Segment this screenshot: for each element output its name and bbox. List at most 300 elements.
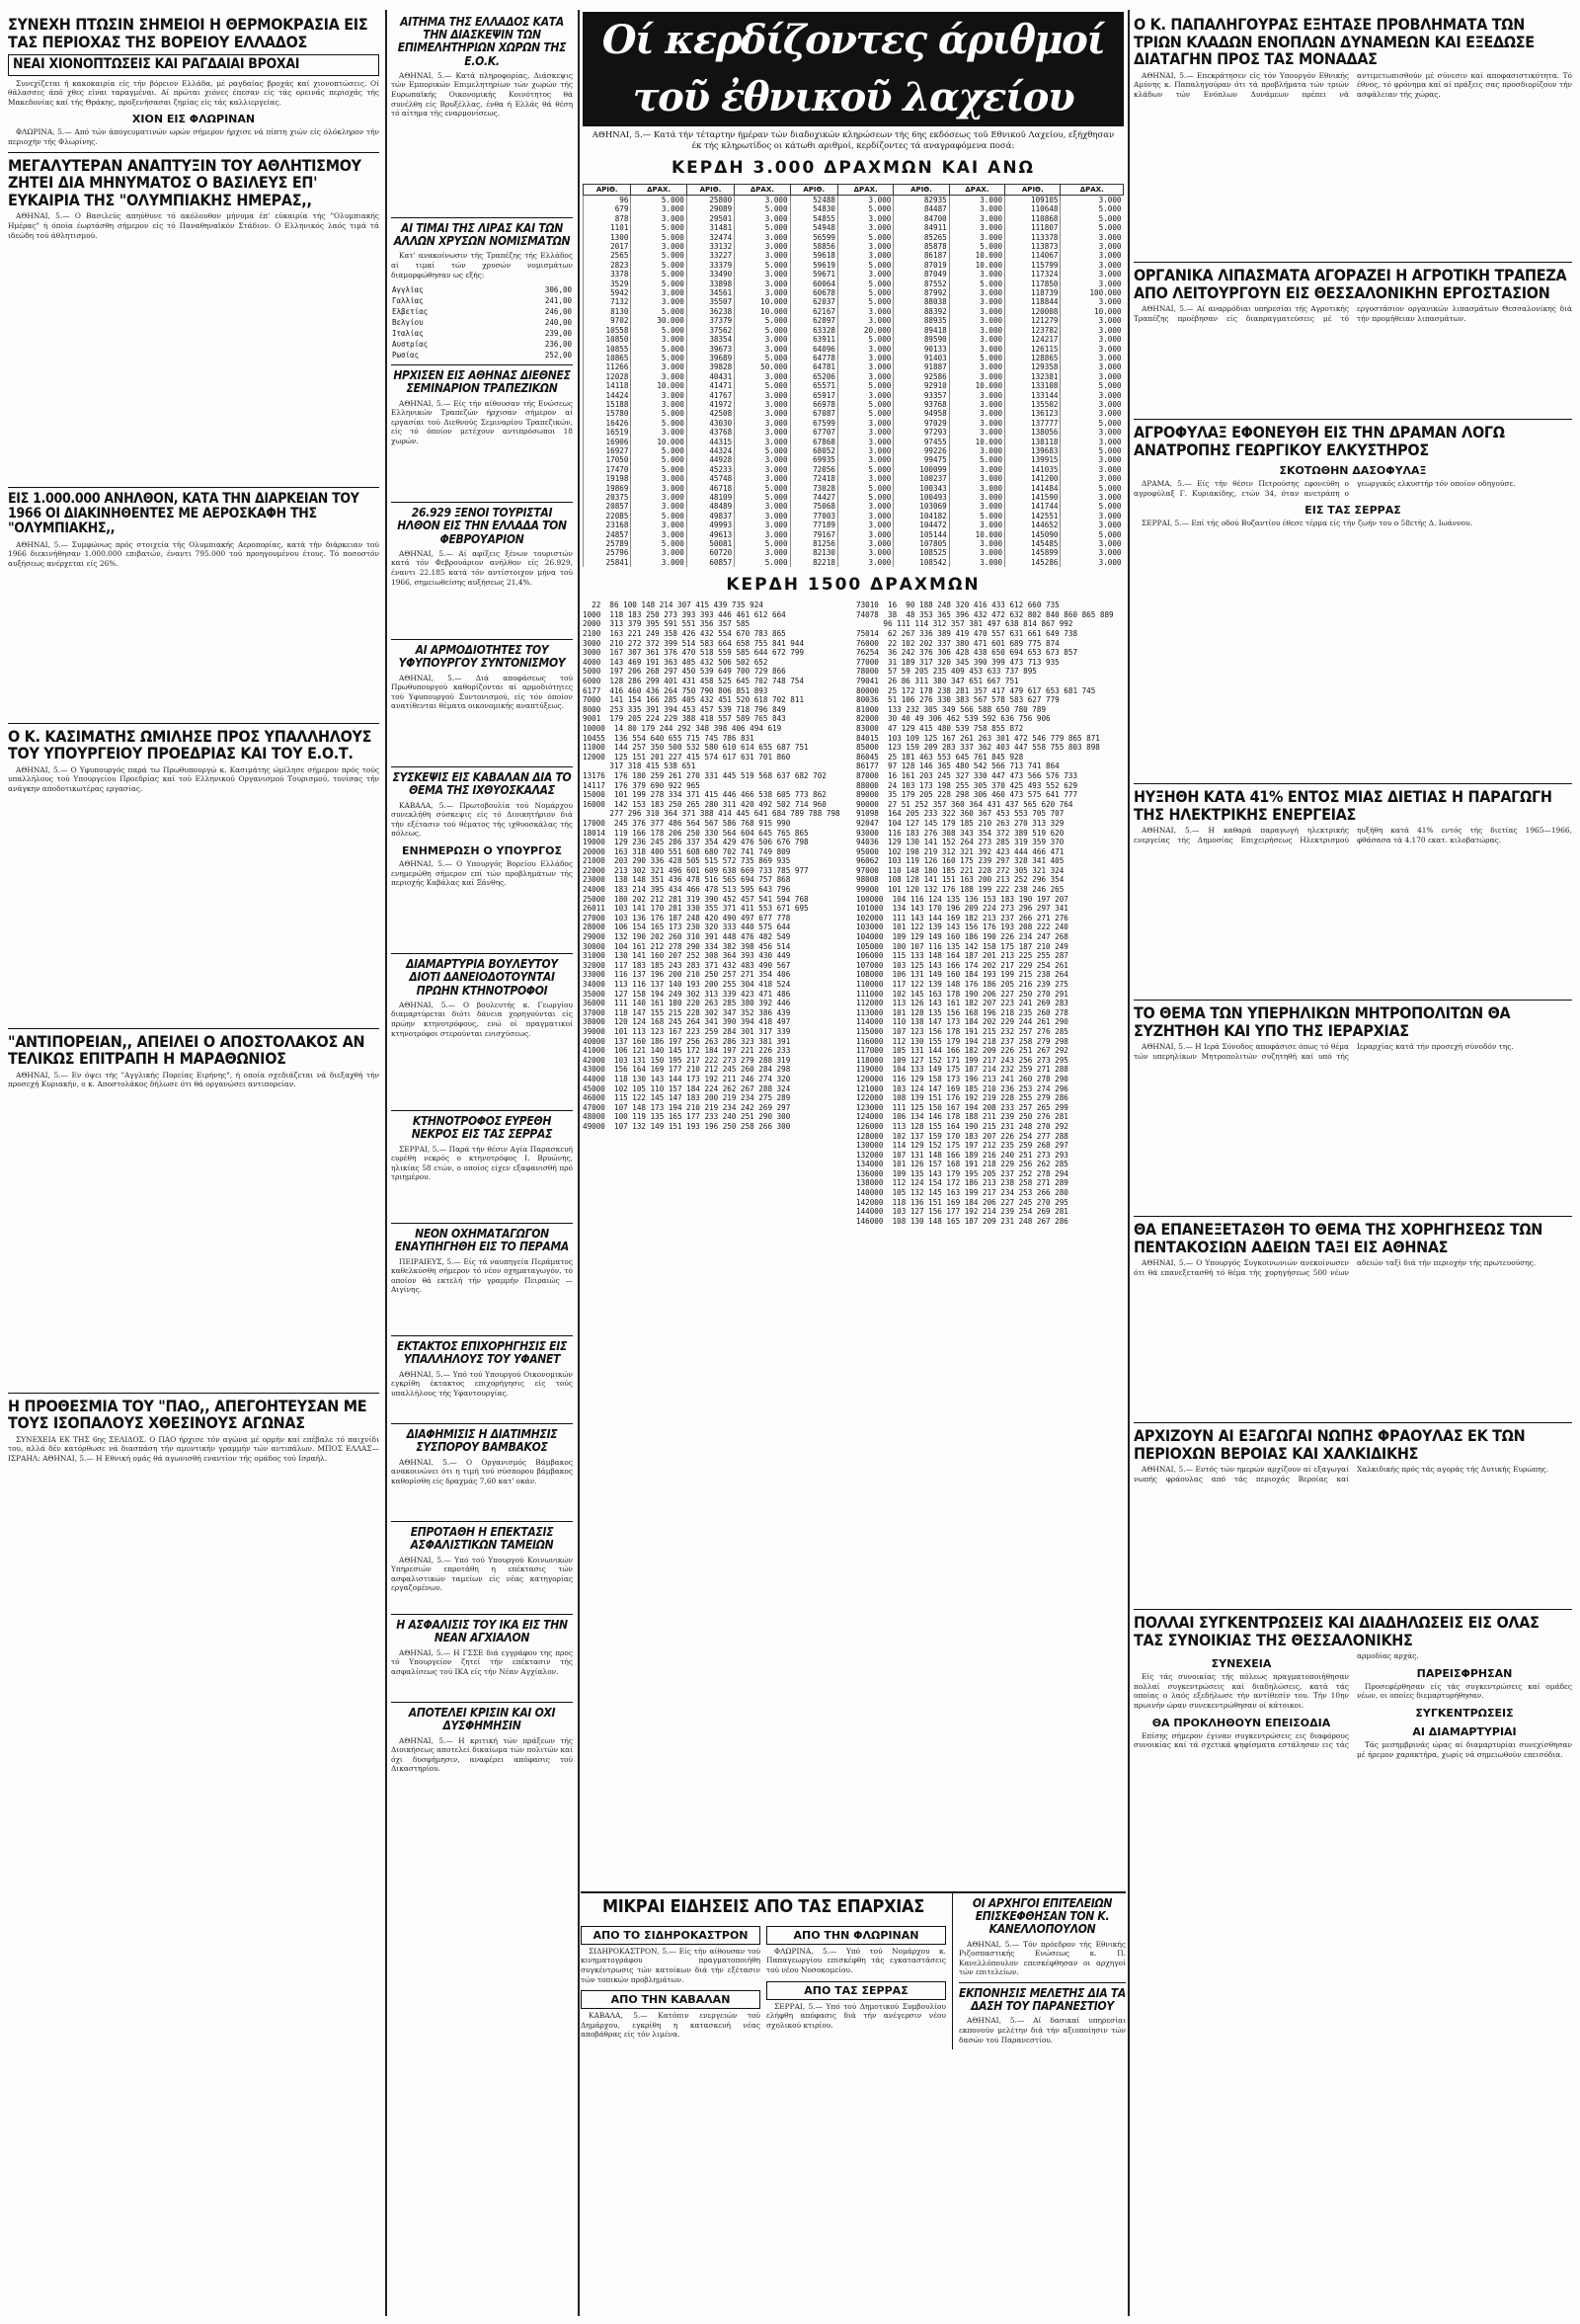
prize-amount: 10.000 [949,381,1004,390]
article-title: ΑΓΡΟΦΥΛΑΞ ΕΦΟΝΕΥΘΗ ΕΙΣ ΤΗΝ ΔΡΑΜΑΝ ΛΟΓΩ ΑΝΑΤΡΟΠΗΣ ΓΕΩΡΓΙΚΟΥ ΕΛΚΥΣΤΗΡΟΣ [1134,423,1505,459]
winning-number: 63911 [790,335,837,344]
prize-amount: 5.000 [735,354,790,362]
small-prize-line: 42000 103 131 150 195 217 222 273 279 288 319 [583,1055,791,1065]
prize-amount: 3.000 [631,372,686,381]
small-prize-line: 13176 176 180 259 261 270 331 445 519 568 637 682 702 [583,770,827,780]
small-prize-line: 105000 100 107 116 135 142 158 175 187 210 249 [856,941,1068,951]
winning-number: 145286 [1005,558,1061,567]
prize-amount: 5.000 [949,280,1004,288]
prize-amount: 3.000 [735,372,790,381]
winning-number: 20375 [584,493,631,502]
prize-amount: 5.000 [837,280,893,288]
article-tourists [391,507,573,635]
prize-amount: 3.000 [631,242,686,251]
article-fish-market [391,771,573,949]
winning-number: 1101 [584,223,631,232]
winning-number: 64781 [790,362,837,371]
small-prize-line: 84015 103 109 125 167 261 263 301 472 546 779 865 871 [856,733,1100,743]
prize-amount: 3.000 [837,362,893,371]
winning-number: 65571 [790,381,837,390]
small-prize-line: 18014 119 166 178 206 250 330 564 604 645 765 865 [583,828,809,838]
table-row: Αυστρίας 236,00 [392,340,572,350]
article-body: ΑΘΗΝΑΙ, 5.— Αί αφίξεις ξένων τουριστών κατά τόν Φεβρουάριον ανήλθον είς 26.929, έναντι 22.185 κατά τόν αντίστοιχον μήνα τού 1966, σημειωθείσης αυξήσεως 21,4%. [391,548,573,587]
winning-number: 25796 [584,548,631,557]
winning-number: 45748 [686,474,734,483]
winning-number: 67087 [790,409,837,418]
winning-number: 133108 [1005,381,1061,390]
table-row [584,297,1124,306]
small-prize-line: 7000 141 154 166 285 405 432 451 520 618 702 811 [583,695,805,705]
prize-amount: 5.000 [837,465,893,474]
small-prize-line: 134000 101 126 157 168 191 218 229 256 262 285 [856,1160,1068,1169]
winning-number: 115799 [1005,261,1061,270]
prize-amount: 10.000 [949,251,1004,260]
article-body: ΑΘΗΝΑΙ, 5.— Είς τήν αίθουσαν τής Ενώσεως Ελληνικών Τραπεζών ήρχισαν σήμερον αί εργασίαι τού Διεθνούς Σεμιναρίου Τραπεζικών, είς τό όποίον μετέχουν αντιπρόσωποι 18 χωρών. [391,398,573,445]
prize-amount: 5.000 [1061,502,1124,511]
winning-number: 60857 [686,558,734,567]
article-title: ΜΕΓΑΛΥΤΕΡΑΝ ΑΝΑΠΤΥΞΙΝ ΤΟΥ ΑΘΛΗΤΙΣΜΟΥ ΖΗΤΕΙ ΔΙΑ ΜΗΝΥΜΑΤΟΣ Ο ΒΑΣΙΛΕΥΣ ΕΠ' ΕΥΚΑΙΡΙΑ ΤΗΣ "ΟΛΥΜΠΙΑΚΗΣ ΗΜΕΡΑΣ,, [8,155,361,209]
article-thessaloniki [1134,1614,1572,1759]
winning-number: 2017 [584,242,631,251]
article-subhead: ΕΙΣ ΤΑΣ ΣΕΡΡΑΣ [1304,504,1401,518]
prize-amount: 100.000 [1061,288,1124,297]
prize-amount: 3.000 [1061,261,1124,270]
small-prize-line: 20000 163 318 400 551 608 680 702 741 749 809 [583,846,791,856]
article-title: ΑΙΤΗΜΑ ΤΗΣ ΕΛΛΑΔΟΣ ΚΑΤΑ ΤΗΝ ΔΙΑΣΚΕΨΙΝ ΤΩΝ ΕΠΙΜΕΛΗΤΗΡΙΩΝ ΧΩΡΩΝ ΤΗΣ Ε.Ο.Κ. [397,15,567,68]
article-body: ΑΘΗΝΑΙ, 5.— Η καθαρά παραγωγή ηλεκτρικής ενεργείας τής Δημοσίας Επιχειρήσεως Ηλεκτρισμού ηυξήθη κατά 41% εντός τής διετίας 1965—1966, φθάσασα τά 4.170 εκατ. κιλοβατώρας. [1134,826,1572,844]
prize-amount: 3.000 [837,438,893,446]
small-prize-line: 73010 16 90 188 248 320 416 433 612 660 735 [856,601,1060,610]
winning-number: 10865 [584,354,631,362]
article-body: ΑΘΗΝΑΙ, 5.— Υπό τού Υπουργού Οικονομικών εγκρίθη έκτακτος επιχορήγησις είς τούς υπαλλήλους τής Υφαντουργίας. [391,1369,573,1398]
small-prize-line: 100000 104 116 124 135 136 153 183 190 197 207 [856,894,1068,904]
winning-number: 38354 [686,335,734,344]
article-body: ΣΕΡΡΑΙ, 5.— Επί τής οδού Βυζαντίου έθεσε τέρμα είς τήν ζωήν του ο 58ετής Δ. Ιωάννου. [1142,519,1472,528]
article-metropolitans [1134,1004,1572,1212]
small-prize-line: 81000 133 232 305 349 566 588 650 780 789 [856,704,1047,714]
article-body: ΔΡΑΜΑ, 5.— Είς τήν θέσιν Πετρούσης εφονεύθη ο αγροφύλαξ Γ. Κυριακίδης, ετών 34, όταν ανετράπη ο γεωργικός ελκυστήρ τόν οποίον οδηγούσε. [1134,479,1516,498]
prize-amount: 3.000 [837,270,893,279]
winning-number: 142551 [1005,512,1061,521]
winning-number: 17050 [584,455,631,464]
small-prize-line: 28000 106 154 165 173 230 320 333 440 575 644 [583,922,791,932]
article-title: ΔΙΑΜΑΡΤΥΡΙΑ ΒΟΥΛΕΥΤΟΥ ΔΙΟΤΙ ΔΑΝΕΙΟΔΟΤΟΥΝΤΑΙ ΠΡΩΗΝ ΚΤΗΝΟΤΡΟΦΟΙ [406,957,558,998]
winning-number: 72418 [790,474,837,483]
prize-amount: 3.000 [949,474,1004,483]
table-row [584,372,1124,381]
winning-number: 100343 [894,484,949,493]
table-row [584,455,1124,464]
winning-number: 23168 [584,521,631,529]
prize-amount: 3.000 [735,455,790,464]
small-prize-line: 104000 109 129 149 160 186 190 226 234 247 268 [856,932,1068,942]
small-prize-line: 6000 128 286 299 401 431 458 525 645 702 748 754 [583,677,805,685]
prize-amount: 5.000 [1061,381,1124,390]
winning-number: 59618 [790,251,837,260]
winning-number: 60720 [686,548,734,557]
column-rule-3 [1128,10,1130,2316]
prize-amount: 5.000 [1061,446,1124,455]
prize-amount: 3.000 [949,548,1004,557]
prize-amount: 5.000 [631,307,686,316]
prize-amount: 5.000 [837,297,893,306]
winning-number: 64096 [790,345,837,354]
prize-amount: 3.000 [1061,362,1124,371]
table-row [584,521,1124,529]
winning-number: 138056 [1005,428,1061,437]
table-row [584,419,1124,428]
prize-amount: 3.000 [1061,521,1124,529]
table-row [584,326,1124,335]
table-row: Ελβετίας 246,00 [392,307,572,317]
prize-amount: 3.000 [631,502,686,511]
prize-amount: 3.000 [837,530,893,539]
prize-amount: 3.000 [631,428,686,437]
prize-amount: 3.000 [1061,428,1124,437]
small-prize-line: 101000 134 143 170 196 209 224 273 296 297 341 [856,904,1068,914]
winning-number: 43030 [686,419,734,428]
lottery-intro: ΑΘΗΝΑΙ, 5.— Κατά τήν τέταρτην ήμέραν τών διαδοχικών κληρώσεων τής 6ης εκδόσεως τοῦ Εθνικοῦ Λαχείου, εξήχθησαν έκ τής κληρωτίδος οι κάτωθι αριθμοί, κερδίζοντες τά αναγραφόμενα ποσά: [592,130,1115,151]
winning-number: 89590 [894,335,949,344]
article-olympic-airways [8,492,379,719]
winning-number: 82935 [894,196,949,205]
winning-number: 75068 [790,502,837,511]
table-row [584,465,1124,474]
prize-amount: 3.000 [735,419,790,428]
small-prize-line: 111000 102 145 163 178 190 206 227 250 270 291 [856,989,1068,999]
table-row [584,400,1124,409]
small-prize-line: 130000 114 129 152 175 197 212 235 259 268 297 [856,1141,1068,1151]
small-prize-line: 83000 47 129 415 480 539 758 855 872 [856,723,1024,733]
prize-amount: 3.000 [1061,242,1124,251]
prize-amount: 3.000 [837,455,893,464]
small-prize-line: 14117 176 379 690 922 965 [583,780,700,790]
winning-number: 39673 [686,345,734,354]
article-title: ΕΚΤΑΚΤΟΣ ΕΠΙΧΟΡΗΓΗΣΙΣ ΕΙΣ ΥΠΑΛΛΗΛΟΥΣ ΤΟΥ ΥΦΑΝΕΤ [396,1339,568,1367]
small-prize-line: 110000 117 122 139 148 176 186 205 216 239 275 [856,980,1068,989]
prize-amount: 3.000 [631,297,686,306]
provinces-title: ΜΙΚΡΑΙ ΕΙΔΗΣΕΙΣ ΑΠΟ ΤΑΣ ΕΠΑΡΧΙΑΣ [601,1896,925,1917]
prize-amount: 3.000 [735,345,790,354]
winning-number: 9702 [584,316,631,325]
prize-amount: 5.000 [631,261,686,270]
article-pao [8,1398,379,1464]
prize-amount: 3.000 [949,307,1004,316]
small-prize-line: 12000 125 151 201 227 415 574 617 631 701 860 [583,752,791,761]
small-prize-line: 142000 118 136 151 169 184 206 227 245 270 295 [856,1197,1068,1207]
prize-amount: 3.000 [1061,372,1124,381]
table-row: Αγγλίας 306,00 [392,285,572,295]
prize-amount: 5.000 [837,400,893,409]
winning-number: 62037 [790,297,837,306]
winning-number: 59671 [790,270,837,279]
small-prize-line: 136000 109 135 143 179 195 205 237 252 278 294 [856,1168,1068,1178]
winning-number: 144652 [1005,521,1061,529]
prize-amount: 3.000 [735,242,790,251]
prize-amount: 10.000 [1061,307,1124,316]
winning-number: 24857 [584,530,631,539]
prize-amount: 10.000 [735,297,790,306]
small-prize-line: 19000 129 236 245 286 337 354 429 476 506 676 798 [583,838,809,847]
article-subhead: ΕΝΗΜΕΡΩΣΗ Ο ΥΠΟΥΡΓΟΣ [402,843,562,857]
winning-number: 79167 [790,530,837,539]
article-body: ΑΘΗΝΑΙ, 5.— Συμφώνως πρός στοιχεία τής Ολυμπιακής Αεροπορίας, κατά τήν διάρκειαν τού 1966 διεκινήθησαν 1.000.000 επιβατών, έναντι 795.000 τού προηγουμένου έτους. Τό ποσοστόν αυξήσεως ανέρχεται είς 26%. [8,539,379,568]
winning-number: 139915 [1005,455,1061,464]
article-body: ΑΘΗΝΑΙ, 5.— Η Ιερά Σύνοδος αποφάσισε όπως τό θέμα τών υπερηλίκων Μητροπολιτών συζητηθή καί υπό τής Ιεραρχίας κατά τήν προσεχή σύνοδόν της. [1134,1042,1514,1061]
small-prize-line: 49000 107 132 149 151 193 196 250 258 266 300 [583,1121,791,1131]
winning-number: 145485 [1005,539,1061,548]
prize-amount: 3.000 [735,512,790,521]
prize-amount: 5.000 [631,446,686,455]
article-title: ΟΙ ΑΡΧΗΓΟΙ ΕΠΙΤΕΛΕΙΩΝ ΕΠΙΣΚΕΦΘΗΣΑΝ ΤΟΝ Κ. ΚΑΝΕΛΛΟΠΟΥΛΟΝ [972,1896,1113,1937]
winning-number: 141590 [1005,493,1061,502]
prize-amount: 3.000 [1061,326,1124,335]
table-row [584,446,1124,455]
article-criticism [391,1707,573,1774]
article-title: ΚΤΗΝΟΤΡΟΦΟΣ ΕΥΡΕΘΗ ΝΕΚΡΟΣ ΕΙΣ ΤΑΣ ΣΕΡΡΑΣ [411,1114,553,1142]
table-row [584,548,1124,557]
prize-amount: 3.000 [631,335,686,344]
article-title: ΣΥΝΕΧΗ ΠΤΩΣΙΝ ΣΗΜΕΙΟΙ Η ΘΕΡΜΟΚΡΑΣΙΑ ΕΙΣ ΤΑΣ ΠΕΡΙΟΧΑΣ ΤΗΣ ΒΟΡΕΙΟΥ ΕΛΛΑΔΟΣ [8,15,368,51]
small-prize-line: 317 318 415 538 651 [583,761,696,771]
winning-number: 118844 [1005,297,1061,306]
winning-number: 34561 [686,288,734,297]
winning-number: 15188 [584,400,631,409]
small-prize-line: 91098 164 205 233 322 360 367 453 553 705 707 [856,809,1065,819]
prize-amount: 10.000 [949,530,1004,539]
prize-amount: 3.000 [1061,354,1124,362]
winning-number: 99475 [894,455,949,464]
winning-number: 85878 [894,242,949,251]
table-row [584,270,1124,279]
winning-number: 141744 [1005,502,1061,511]
winning-number: 141200 [1005,474,1061,483]
small-prize-line: 1000 118 183 250 273 393 393 446 461 612 664 [583,609,786,619]
small-prize-line: 29000 132 190 202 260 310 391 448 476 482 549 [583,932,791,942]
prize-amount: 5.000 [631,223,686,232]
prize-amount: 5.000 [837,381,893,390]
prize-amount: 3.000 [949,362,1004,371]
prize-amount: 5.000 [631,345,686,354]
prize-amount: 10.000 [735,307,790,316]
winning-number: 100099 [894,465,949,474]
article-title: ΘΑ ΕΠΑΝΕΞΕΤΑΣΘΗ ΤΟ ΘΕΜΑ ΤΗΣ ΧΟΡΗΓΗΣΕΩΣ ΤΩΝ ΠΕΝΤΑΚΟΣΙΩΝ ΑΔΕΙΩΝ ΤΑΞΙ ΕΙΣ ΑΘΗΝΑΣ [1134,1220,1543,1256]
prize-amount: 3.000 [1061,297,1124,306]
table-row [584,558,1124,567]
article-body: ΑΘΗΝΑΙ, 5.— Ο βουλευτής κ. Γεωργίου διαμαρτύρεται διότι δάνεια χορηγούνται είς πρώην κτηνοτρόφους, ενώ οί πραγματικοί κτηνοτρόφοι στερούνται ενισχύσεως. [391,1000,573,1038]
article-body: Επίσης σήμερον έγιναν συγκεντρώσεις εις διαφόρους συνοικίας καί τά σχετικά ψηφίσματα εστάλησαν εις τάς αρμοδίας αρχάς. [1134,1651,1419,1750]
small-prize-line: 115000 107 123 156 178 191 215 232 257 276 285 [856,1026,1068,1036]
article-title: ΔΙΑΦΗΜΙΣΙΣ Η ΔΙΑΤΙΜΗΣΙΣ ΣΥΣΠΟΡΟΥ ΒΑΜΒΑΚΟΣ [406,1427,558,1455]
small-prize-line: 82000 30 40 49 306 462 539 592 636 756 906 [856,714,1051,724]
prize-amount: 10.000 [949,438,1004,446]
province-subhead: ΑΠΟ ΤΟ ΣΙΔΗΡΟΚΑΣΤΡΟΝ [581,1926,760,1945]
prize-amount: 3.000 [1061,391,1124,400]
prize-amount: 3.000 [949,539,1004,548]
prize-amount: 3.000 [949,326,1004,335]
article-body: ΑΘΗΝΑΙ, 5.— Διά αποφάσεως τού Πρωθυπουργού καθορίζονται αί αρμοδιότητες τού Υφυπουργού Συντονισμού, είς τόν όποίον ανατίθενται θέματα οικονομικής αναπτύξεως. [391,673,573,711]
winning-number: 16927 [584,446,631,455]
winning-number: 33132 [686,242,734,251]
small-prize-line: 97000 110 148 180 185 221 228 272 305 321 324 [856,865,1065,875]
small-prize-line: 85000 123 159 209 283 337 362 403 447 558 755 803 898 [856,743,1100,753]
prize-amount: 3.000 [837,316,893,325]
winning-number: 41767 [686,391,734,400]
winning-number: 11266 [584,362,631,371]
table-row [584,196,1124,205]
small-prize-line: 15000 101 199 278 334 371 415 446 466 538 605 773 862 [583,790,827,800]
table-row [584,261,1124,270]
winning-number: 137777 [1005,419,1061,428]
winning-number: 87992 [894,288,949,297]
article-body: ΑΘΗΝΑΙ, 5.— Ο Υπουργός Βορείου Ελλάδος ενημερώθη σήμερον επί τών προβλημάτων τής περιοχής Καβάλας καί Ξάνθης. [391,858,573,888]
article-body: Κατ' ανακοίνωσιν τής Τραπέζης τής Ελλάδος αί τιμαί τών χρυσών νομισμάτων διαμορφώθησαν ως εξής: [391,251,573,280]
winning-number: 121279 [1005,316,1061,325]
winning-number: 43768 [686,428,734,437]
prize-amount: 5.000 [837,409,893,418]
winning-number: 44315 [686,438,734,446]
small-prize-line: 32000 117 183 185 243 283 371 432 483 490 567 [583,960,791,970]
small-prize-line: 89000 35 179 205 228 298 306 460 473 575 641 777 [856,790,1078,800]
prize-amount: 3.000 [735,474,790,483]
small-prize-line: 46000 115 122 145 147 183 200 219 234 275 289 [583,1093,791,1103]
column-second [391,12,573,1779]
winning-number: 39689 [686,354,734,362]
prize-amount: 3.000 [631,288,686,297]
prize-amount: 5.000 [735,484,790,493]
winning-number: 8130 [584,307,631,316]
winning-number: 48109 [686,493,734,502]
small-prize-line: 47000 107 148 173 194 210 219 234 242 269 297 [583,1102,791,1112]
winning-number: 16519 [584,428,631,437]
prize-amount: 3.000 [949,372,1004,381]
prize-amount: 3.000 [837,391,893,400]
winning-number: 44324 [686,446,734,455]
prize-amount: 3.000 [735,214,790,223]
article-body: ΑΘΗΝΑΙ, 5.— Κατά πληροφορίας, Διάσκεψις τών Εμπορικών Επιμελητηρίων τών χωρών τής Ευρωπαϊκής Οικονομικής Κοινότητος θά συνέλθη είς Βρυξέλλας, ένθα ή Ελλάς θά θέση τό αίτημα τής εναρμονίσεως. [391,70,573,119]
winning-number: 49837 [686,512,734,521]
prize-amount: 3.000 [735,391,790,400]
small-prize-line: 93000 116 183 276 308 343 354 372 389 519 620 [856,828,1065,838]
winning-number: 58856 [790,242,837,251]
article-olympic-day [8,157,379,483]
article-strawberries [1134,1427,1572,1605]
table-row [584,493,1124,502]
winning-number: 16906 [584,438,631,446]
small-prize-line: 99000 101 120 132 176 188 199 222 238 246 265 [856,885,1065,895]
article-title: ΠΟΛΛΑΙ ΣΥΓΚΕΝΤΡΩΣΕΙΣ ΚΑΙ ΔΙΑΔΗΛΩΣΕΙΣ ΕΙΣ ΟΛΑΣ ΤΑΣ ΣΥΝΟΙΚΙΑΣ ΤΗΣ ΘΕΣΣΑΛΟΝΙΚΗΣ [1134,1613,1540,1649]
winning-number: 1300 [584,233,631,242]
winning-number: 17470 [584,465,631,474]
winning-number: 31481 [686,223,734,232]
winning-number: 52488 [790,196,837,205]
prize-amount: 3.000 [1061,548,1124,557]
small-prize-line: 140000 105 132 145 163 199 217 234 253 266 280 [856,1188,1068,1198]
winning-number: 118739 [1005,288,1061,297]
column-right [1134,12,1572,1759]
winning-number: 87019 [894,261,949,270]
article-herder [391,1115,573,1219]
prize-amount: 5.000 [1061,484,1124,493]
small-prize-line: 3000 210 272 372 399 514 583 664 658 755 841 944 [583,638,805,648]
prize-amount: 3.000 [735,335,790,344]
provinces-news: ΜΙΚΡΑΙ ΕΙΔΗΣΕΙΣ ΑΠΟ ΤΑΣ ΕΠΑΡΧΙΑΣ ΑΠΟ ΤΟ ΣΙΔΗΡΟΚΑΣΤΡΟΝ ΣΙΔΗΡΟΚΑΣΤΡΟΝ, 5.— Είς τήν αίθουσαν τού κινηματογράφου πραγματοποιήθη συγκέντρωσις τών κατοίκων διά τήν εξέτασιν τών τοπικών προβλημάτων. ΑΠΟ ΤΗΝ ΚΑΒΑΛΑΝ ΚΑΒΑΛΑ, 5.— Κατόπιν ενεργειών τού Δημάρχου, εγκρίθη η κατασκευή νέας αποβάθρας είς τόν λιμένα. ΑΠΟ ΤΗΝ ΦΛΩΡΙΝΑΝ ΦΛΩΡΙΝΑ, 5.— Υπό τού Νομάρχου κ. Παπαγεωργίου επισκέφθη τάς εγκαταστάσεις τού νέου Νοσοκομείου. ΑΠΟ ΤΑΣ ΣΕΡΡΑΣ ΣΕΡΡΑΙ, 5.— Υπό τού Δημοτικού Συμβουλίου ελήφθη απόφασις διά τήν ανέγερσιν νέου σχολικού κτιρίου. [581,1893,953,2049]
small-prize-line: 112000 113 126 143 161 182 207 223 241 269 283 [856,999,1068,1008]
prize-amount: 3.000 [631,474,686,483]
prize-amount: 5.000 [631,270,686,279]
small-prize-line: 102000 111 143 144 169 182 213 237 266 271 276 [856,913,1068,922]
small-prize-line: 8000 253 335 391 394 453 457 539 718 796 849 [583,704,786,714]
prize-amount: 3.000 [837,354,893,362]
table-row [584,362,1124,371]
prize-amount: 3.000 [837,474,893,483]
winning-number: 91887 [894,362,949,371]
table-row [584,438,1124,446]
winning-number: 54830 [790,204,837,213]
small-prize-line: 95000 102 198 219 312 321 392 423 444 466 471 [856,846,1065,856]
small-prize-line: 5000 197 206 268 297 450 539 649 700 729 866 [583,667,786,677]
prize-amount: 3.000 [735,270,790,279]
small-prize-line: 120000 116 129 158 173 196 213 241 260 278 290 [856,1074,1068,1083]
winning-number: 88392 [894,307,949,316]
article-coordination [391,644,573,762]
winning-number: 81256 [790,539,837,548]
prize-amount: 3.000 [631,521,686,529]
winning-number: 42508 [686,409,734,418]
winning-number: 141484 [1005,484,1061,493]
small-prize-line: 48000 100 119 135 165 177 233 240 251 290 300 [583,1112,791,1122]
winning-number: 128865 [1005,354,1061,362]
winning-number: 114067 [1005,251,1061,260]
small-prize-line: 116000 112 130 155 179 194 218 237 258 279 298 [856,1036,1068,1046]
winning-number: 41972 [686,400,734,409]
winning-number: 56599 [790,233,837,242]
winning-number: 49613 [686,530,734,539]
winning-number: 22085 [584,512,631,521]
article-title: Ο Κ. ΠΑΠΑΛΗΓΟΥΡΑΣ ΕΞΗΤΑΣΕ ΠΡΟΒΛΗΜΑΤΑ ΤΩΝ ΤΡΙΩΝ ΚΛΑΔΩΝ ΕΝΟΠΛΩΝ ΔΥΝΑΜΕΩΝ ΚΑΙ ΕΞΕΔΩΣΕ ΔΙΑΤΑΓΗΝ ΠΡΟΣ ΤΑΣ ΜΟΝΑΔΑΣ [1134,15,1535,69]
table-row [584,484,1124,493]
small-prize-line: 121000 103 124 147 169 185 210 236 253 274 296 [856,1083,1068,1093]
small-prize-line: 92047 104 127 145 179 185 210 263 270 313 329 [856,818,1065,828]
prize-amount: 3.000 [949,428,1004,437]
prize-amount: 5.000 [1061,419,1124,428]
lottery-section [583,12,1124,1226]
prize-amount: 3.000 [735,428,790,437]
winning-number: 67599 [790,419,837,428]
table-row [584,354,1124,362]
prize-amount: 5.000 [735,446,790,455]
prize-amount: 3.000 [949,493,1004,502]
prize-amount: 5.000 [631,409,686,418]
winning-number: 141035 [1005,465,1061,474]
prize-amount: 5.000 [837,484,893,493]
article-subhead: ΠΑΡΕΙΣΦΡΗΣΑΝ [1416,1666,1513,1680]
article-body: ΦΛΩΡΙΝΑ, 5.— Από τών άπογευματινών ωρών σήμερον ήρχισε νά πίπτη χιών είς όλόκληρον τήν περιοχήν τής Φλωρίνης. [8,127,379,146]
prize-amount: 5.000 [949,242,1004,251]
table-row [584,288,1124,297]
article-body: ΑΘΗΝΑΙ, 5.— Η κριτική τών πράξεων τής Διοικήσεως αποτελεί δικαίωμα τών πολιτών καί όχι δυσφήμησιν, αναφέρει απόφασις τού Δικαστηρίου. [391,1735,573,1774]
winning-number: 63328 [790,326,837,335]
prize-amount: 3.000 [949,521,1004,529]
small-prize-line: 144000 103 127 156 177 192 214 239 254 269 281 [856,1207,1068,1217]
prize-amount: 3.000 [1061,455,1124,464]
table-header-row: ΑΡΙΘ. ΔΡΑΧ. ΑΡΙΘ. ΔΡΑΧ. ΑΡΙΘ. ΔΡΑΧ. ΑΡΙΘ. ΔΡΑΧ. ΑΡΙΘ. ΔΡΑΧ. [584,185,1124,196]
prize-amount: 3.000 [949,316,1004,325]
prize-amount: 5.000 [631,419,686,428]
winning-number: 84487 [894,204,949,213]
small-prize-line: 44000 118 130 143 144 173 192 211 246 274 320 [583,1074,791,1083]
winning-number: 77003 [790,512,837,521]
